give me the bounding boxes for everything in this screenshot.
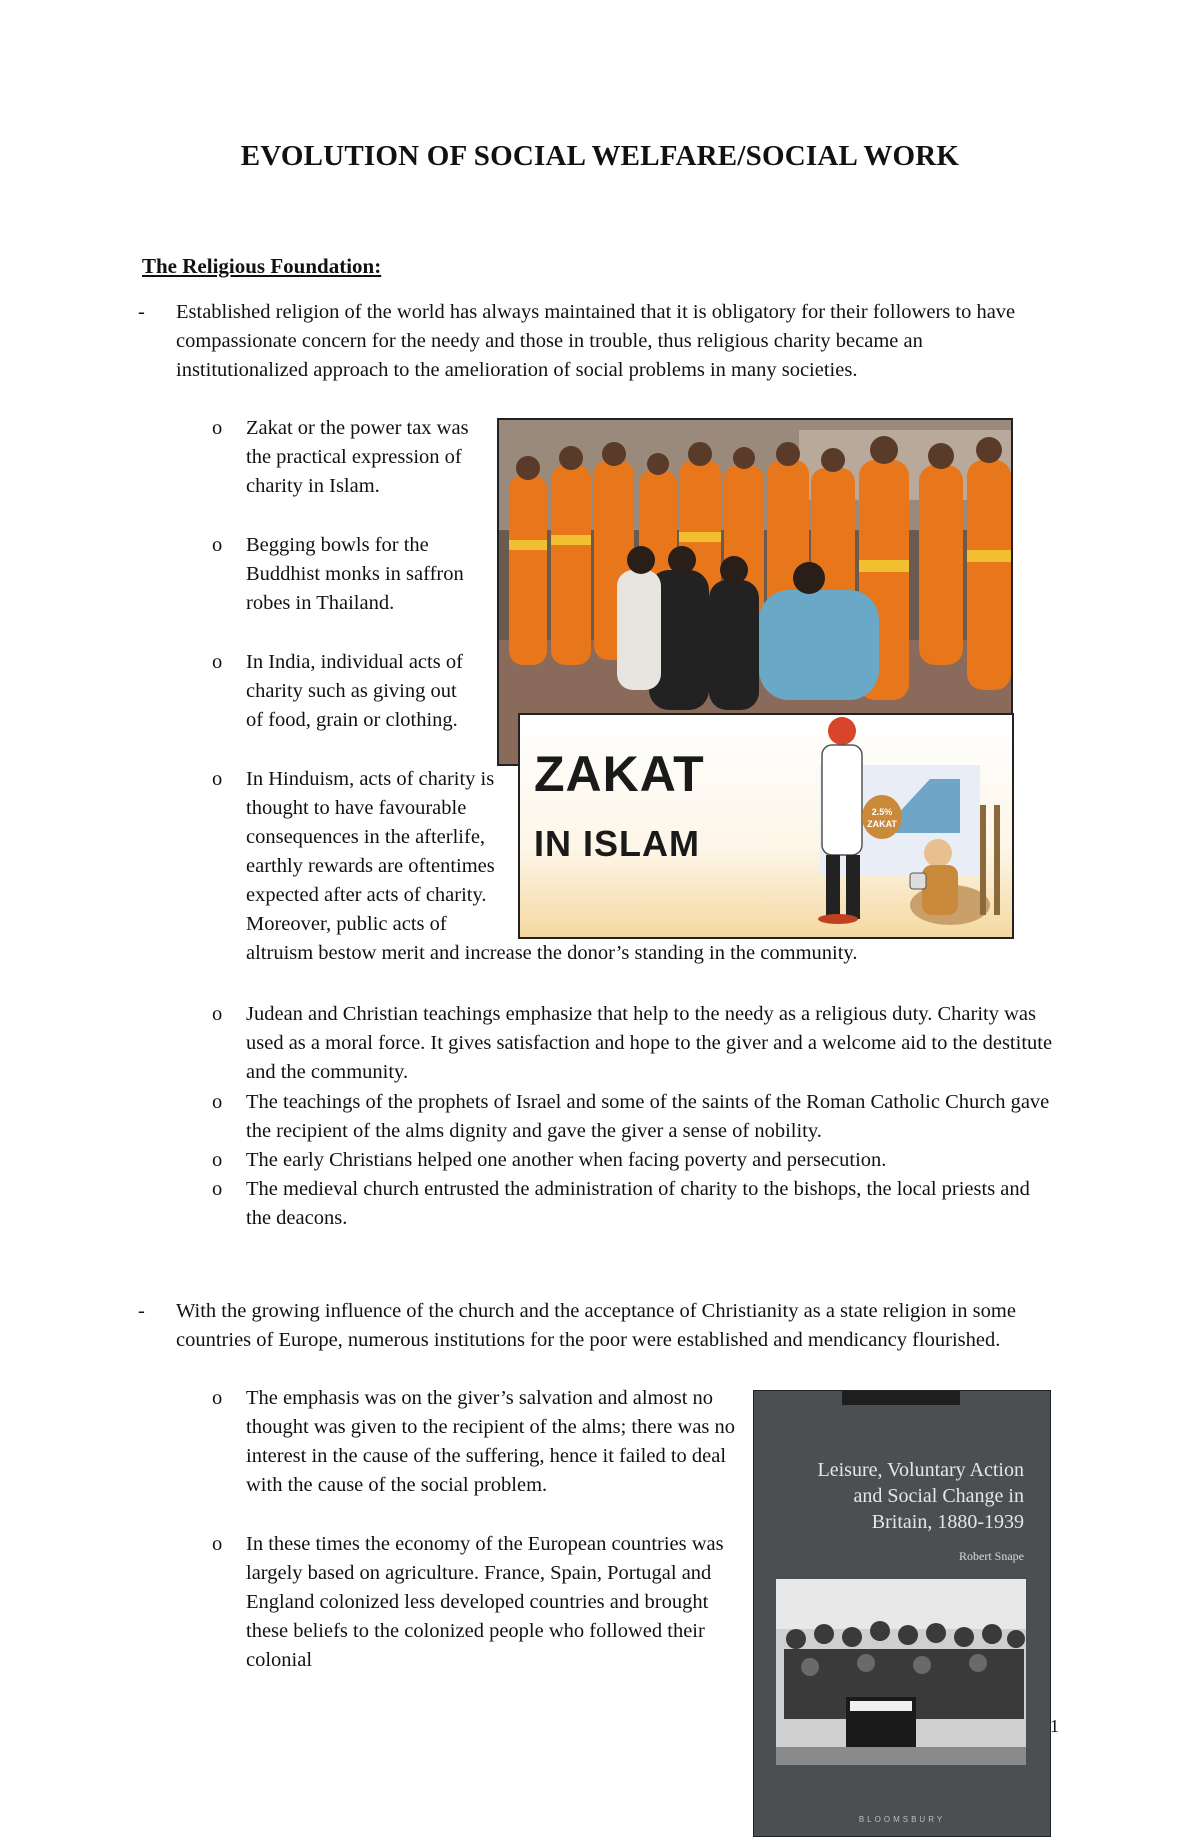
bullet-text: Zakat or the power tax was the practical expression of charity in Islam. bbox=[246, 417, 469, 497]
book-title-line3: Britain, 1880-1939 bbox=[871, 1511, 1024, 1533]
dash-paragraph-1 bbox=[138, 298, 1056, 385]
bullet-marker: o bbox=[212, 1387, 223, 1409]
bullet-item-3 bbox=[212, 648, 471, 735]
bullet-marker: o bbox=[212, 768, 223, 790]
paragraph-text: Established religion of the world has always maintained that it is obligatory for their followers to have compassionate concern for the needy and those in trouble, thus religious charity became an institutionalized approach to the amelioration of social problems in many societies. bbox=[176, 301, 1016, 381]
dash-marker: - bbox=[138, 301, 145, 323]
bullet-item-5 bbox=[212, 1000, 1056, 1087]
bullet-marker: o bbox=[212, 1003, 223, 1025]
page-title: EVOLUTION OF SOCIAL WELFARE/SOCIAL WORK bbox=[240, 140, 960, 172]
zakat-badge-top: 2.5% bbox=[871, 807, 893, 817]
bullet-text: The medieval church entrusted the administration of charity to the bishops, the local priests and the deacons. bbox=[246, 1178, 1030, 1229]
book-author: Robert Snape bbox=[959, 1549, 1024, 1563]
book-cover-band bbox=[842, 1391, 960, 1405]
bullet-marker: o bbox=[212, 1533, 223, 1555]
bullet-marker: o bbox=[212, 1149, 223, 1171]
bullet-text: The teachings of the prophets of Israel and some of the saints of the Roman Catholic Church gave the recipient of the alms dignity and gave the giver a sense of nobility. bbox=[246, 1091, 1050, 1142]
bullet-item-6 bbox=[212, 1088, 1056, 1146]
bullet-text: In Hinduism, acts of charity is thought to have favourable consequences in the afterlife, earthly rewards are oftentimes expected after acts of charity. Moreover, public acts of altruism bestow merit and increase the donor’s standing in the community. bbox=[246, 768, 858, 964]
zakat-badge-bottom: ZAKAT bbox=[867, 819, 897, 829]
bullet-marker: o bbox=[212, 1091, 223, 1113]
bullet-item-7 bbox=[212, 1146, 1056, 1175]
zakat-title-line1: ZAKAT bbox=[534, 746, 705, 802]
bullet-item-10 bbox=[212, 1530, 736, 1675]
bullet-text: In these times the economy of the European countries was largely based on agriculture. France, Spain, Portugal and England colonized less developed countries and brought these beliefs to the colonized people who followed their colonial bbox=[246, 1533, 724, 1671]
book-cover bbox=[753, 1390, 1051, 1837]
bullet-item-8 bbox=[212, 1175, 1056, 1233]
bullet-text: The emphasis was on the giver’s salvation and almost no thought was given to the recipient of the alms; there was no interest in the cause of the suffering, hence it failed to deal with the cause of the social problem. bbox=[246, 1387, 736, 1496]
bullet-marker: o bbox=[212, 1178, 223, 1200]
bullet-marker: o bbox=[212, 417, 223, 439]
bullet-marker: o bbox=[212, 534, 223, 556]
bullet-text: In India, individual acts of charity such as giving out of food, grain or clothing. bbox=[246, 651, 463, 731]
bullet-item-2 bbox=[212, 531, 471, 618]
section-heading: The Religious Foundation: bbox=[142, 254, 382, 278]
float-spacer bbox=[496, 765, 1056, 939]
dash-marker: - bbox=[138, 1300, 145, 1322]
bullet-item-9 bbox=[212, 1384, 736, 1500]
bullet-text: Judean and Christian teachings emphasize that help to the needy as a religious duty. Charity was used as a moral force. It gives satisfaction and hope to the giver and a welcome aid to the destitute and the community. bbox=[246, 1003, 1053, 1083]
book-title-line1: Leisure, Voluntary Action bbox=[817, 1459, 1024, 1481]
dash-paragraph-2 bbox=[138, 1297, 1056, 1355]
book-publisher: BLOOMSBURY bbox=[858, 1815, 946, 1824]
bullet-item-4 bbox=[212, 765, 1056, 968]
page-number: 1 bbox=[1050, 1716, 1059, 1736]
book-title-line2: and Social Change in bbox=[853, 1485, 1024, 1507]
bullet-item-1 bbox=[212, 414, 471, 501]
bullet-text: Begging bowls for the Buddhist monks in saffron robes in Thailand. bbox=[246, 534, 464, 614]
book-cover-photo bbox=[776, 1579, 1026, 1765]
paragraph-text: With the growing influence of the church and the acceptance of Christianity as a state religion in some countries of Europe, numerous institutions for the poor were established and mendicancy flourished. bbox=[176, 1300, 1016, 1351]
bullet-text: The early Christians helped one another when facing poverty and persecution. bbox=[246, 1149, 887, 1171]
bullet-marker: o bbox=[212, 651, 223, 673]
zakat-title-line2: IN ISLAM bbox=[534, 823, 700, 864]
